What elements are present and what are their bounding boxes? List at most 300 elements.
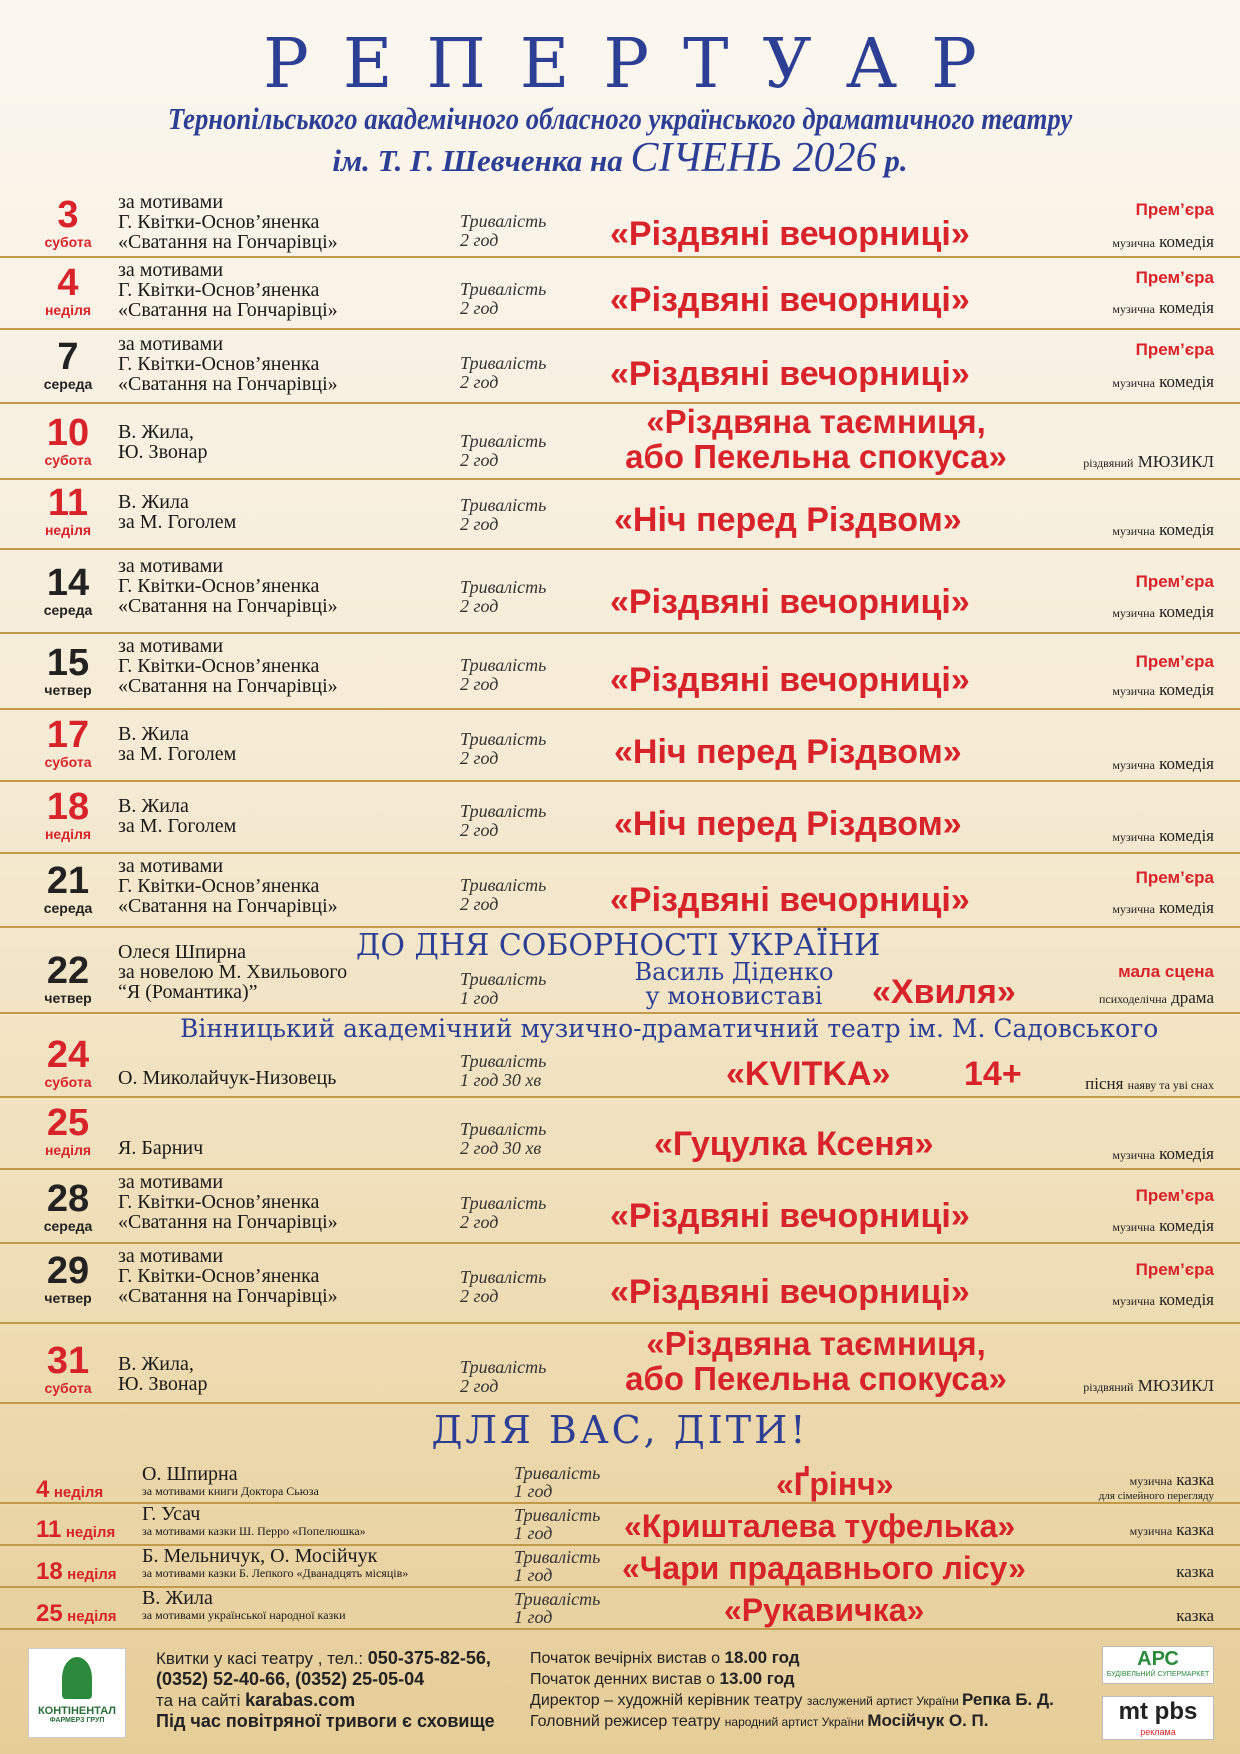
event-duration	[460, 1052, 546, 1090]
duration-value: 2 год	[460, 450, 499, 470]
day-number: 25	[36, 1600, 63, 1627]
kids-duration	[514, 1464, 600, 1500]
duration-value: 2 год	[460, 372, 499, 392]
event-row-17	[0, 710, 1240, 782]
month-line	[0, 136, 1240, 183]
chief-director-name: Мосійчук О. П.	[867, 1711, 989, 1730]
genre-prefix: різдвяний	[1083, 1380, 1134, 1394]
event-author	[118, 942, 347, 1002]
event-row-4	[0, 258, 1240, 330]
event-row-15	[0, 634, 1240, 710]
genre-prefix: музична	[1112, 758, 1155, 772]
event-title: «Різдвяні вечорниці»	[610, 355, 970, 393]
kids-row-18	[0, 1545, 1240, 1588]
duration-value: 1 год	[514, 1565, 553, 1585]
genre-prefix: музична	[1112, 684, 1155, 698]
ticket-text: та на сайті	[156, 1691, 246, 1710]
event-title: «KVITKA»	[726, 1055, 891, 1093]
genre-prefix: психоделічна	[1098, 992, 1167, 1006]
weekday: субота	[44, 754, 92, 770]
event-date	[24, 1036, 112, 1090]
sponsor-continental-logo	[28, 1648, 126, 1738]
author-line: В. Жила,	[118, 421, 194, 443]
phone-mobile: 050-375-82-56,	[367, 1648, 491, 1668]
month-line-a: ім. Т. Г. Шевченка на	[332, 143, 631, 178]
stage-badge: мала сцена	[1118, 962, 1214, 981]
event-row-3	[0, 190, 1240, 258]
shelter-note: Під час повітряної тривоги є сховище	[156, 1711, 495, 1731]
event-date	[24, 716, 112, 770]
author-line: В. Жила	[118, 491, 189, 513]
event-genre	[1083, 1376, 1214, 1396]
event-author	[118, 796, 236, 836]
duration-value: 2 год	[460, 820, 499, 840]
weekday: неділя	[65, 1524, 116, 1541]
duration-value: 1 год	[514, 1481, 553, 1501]
author-line: за мотивами	[118, 259, 224, 281]
event-title: «Ніч перед Різдвом»	[614, 501, 962, 539]
event-title: «Різдвяні вечорниці»	[610, 1197, 970, 1235]
kids-author	[142, 1503, 366, 1540]
duration-label: Тривалість	[460, 431, 547, 451]
event-date	[24, 564, 112, 618]
sponsor-pbs-logo	[1102, 1696, 1214, 1740]
weekday: субота	[44, 452, 92, 468]
event-date	[24, 644, 112, 698]
event-row-22	[0, 928, 1240, 1014]
weekday: неділя	[44, 826, 92, 842]
title-note: народний артист України	[724, 1715, 868, 1729]
author-line: за мотивами	[118, 333, 224, 355]
author-line: за М. Гоголем	[118, 511, 237, 533]
event-row-7	[0, 330, 1240, 404]
info-text: Початок денних вистав о	[530, 1671, 720, 1688]
weekday: неділя	[44, 1142, 92, 1158]
premiere-badge: Прем’єра	[1135, 652, 1214, 671]
info-text: Директор – художній керівник театру	[530, 1692, 807, 1709]
poster-footer	[0, 1640, 1240, 1754]
event-row-24	[0, 1014, 1240, 1098]
kids-row-25	[0, 1587, 1240, 1630]
author-source: за мотивами української народної казки	[142, 1608, 346, 1622]
genre-main: комедія	[1159, 602, 1214, 621]
sponsor-name: КОНТІНЕНТАЛ	[37, 1705, 117, 1717]
event-genre	[1112, 1144, 1214, 1164]
weekday: середа	[43, 900, 93, 916]
event-row-28	[0, 1170, 1240, 1244]
genre-prefix: музична	[1112, 1294, 1155, 1308]
premiere-badge: Прем’єра	[1135, 340, 1214, 359]
event-duration	[460, 432, 546, 470]
kids-date	[36, 1516, 115, 1544]
event-row-21	[0, 854, 1240, 928]
author-line: «Сватання на Гончарівці»	[118, 231, 338, 253]
duration-value: 1 год	[460, 988, 499, 1008]
weekday: субота	[44, 234, 92, 250]
premiere-badge: Прем’єра	[1135, 268, 1214, 287]
genre-main: МЮЗИКЛ	[1137, 452, 1214, 471]
poster-title: РЕПЕРТУАР	[263, 25, 1011, 104]
day-number: 10	[46, 412, 90, 454]
genre-prefix: музична	[1112, 830, 1155, 844]
genre-main: комедія	[1159, 232, 1214, 251]
event-duration	[460, 280, 546, 318]
event-date	[24, 1180, 112, 1234]
duration-value: 2 год	[460, 230, 499, 250]
event-row-11	[0, 480, 1240, 550]
weekday: субота	[44, 1380, 92, 1396]
genre-note: для сімейного перегляду	[1098, 1490, 1214, 1502]
author-line: за новелою М. Хвильового	[118, 961, 348, 983]
event-title: «Різдвяні вечорниці»	[610, 661, 970, 699]
genre-main: комедія	[1159, 680, 1214, 699]
duration-label: Тривалість	[460, 211, 547, 231]
age-rating: 14+	[964, 1055, 1022, 1093]
author-line: за мотивами	[118, 1171, 224, 1193]
author-source: за мотивами казки Б. Лепкого «Дванадцять місяців»	[142, 1566, 409, 1580]
author-line: В. Жила,	[118, 1353, 194, 1375]
event-title: «Різдвяні вечорниці»	[610, 881, 970, 919]
day-number: 14	[46, 562, 90, 604]
info-text: Початок вечірніх вистав о	[530, 1650, 725, 1667]
duration-label: Тривалість	[460, 279, 547, 299]
event-duration	[460, 730, 546, 768]
wheat-icon	[62, 1657, 92, 1699]
author-line: Г. Квітки-Основ’яненка	[118, 655, 320, 677]
event-duration	[460, 970, 546, 1008]
event-author	[118, 1354, 207, 1394]
kids-genre	[1130, 1520, 1214, 1540]
genre-prefix: музична	[1129, 1474, 1173, 1488]
event-author	[118, 1138, 203, 1158]
kids-title: «Ґрінч»	[776, 1466, 894, 1502]
event-title: «Різдвяні вечорниці»	[610, 583, 970, 621]
event-title: «Різдвяні вечорниці»	[610, 215, 970, 253]
premiere-badge: Прем’єра	[1135, 572, 1214, 591]
kids-author	[142, 1463, 319, 1500]
author-line: за мотивами	[118, 191, 224, 213]
kids-duration	[514, 1548, 600, 1584]
theatre-name: Тернопільського академічного обласного українського драматичного театру	[167, 101, 1073, 136]
author-line: Г. Квітки-Основ’яненка	[118, 211, 320, 233]
director-name: Репка Б. Д.	[962, 1690, 1054, 1709]
duration-value: 2 год	[460, 748, 499, 768]
kids-genre	[1099, 1470, 1214, 1502]
performer-format: у моновиставі	[645, 982, 823, 1010]
kids-duration	[514, 1590, 600, 1626]
duration-label: Тривалість	[460, 1051, 547, 1071]
kids-section-heading: ДЛЯ ВАС, ДІТИ!	[431, 1408, 809, 1452]
kids-row-11	[0, 1503, 1240, 1546]
event-author	[118, 334, 338, 394]
ticket-website-link[interactable]: karabas.com	[245, 1690, 356, 1710]
duration-label: Тривалість	[460, 969, 547, 989]
day-number: 4	[36, 1476, 50, 1503]
author-line: Г. Квітки-Основ’яненка	[118, 875, 320, 897]
performer-note	[604, 960, 864, 1008]
special-occasion-heading: ДО ДНЯ СОБОРНОСТІ УКРАЇНИ	[356, 928, 881, 963]
author-line: “Я (Романтика)”	[118, 981, 258, 1003]
day-number: 22	[46, 950, 90, 992]
genre-main: МЮЗИКЛ	[1137, 1376, 1214, 1395]
sponsor-name: mt pbs	[1118, 1698, 1198, 1725]
genre-main: комедія	[1159, 298, 1214, 317]
day-number: 18	[46, 786, 90, 828]
month-line-c: р.	[876, 143, 908, 178]
author-line: «Сватання на Гончарівці»	[118, 373, 338, 395]
event-genre	[1112, 1216, 1214, 1236]
event-duration	[460, 1120, 546, 1158]
kids-date	[36, 1558, 117, 1586]
duration-label: Тривалість	[460, 577, 547, 597]
duration-label: Тривалість	[514, 1589, 601, 1609]
kids-author	[142, 1587, 346, 1624]
genre-main: комедія	[1159, 826, 1214, 845]
event-title: «Хвиля»	[872, 973, 1016, 1011]
genre-prefix: музична	[1129, 1524, 1173, 1538]
event-genre	[1112, 826, 1214, 846]
event-genre	[1112, 754, 1214, 774]
author-source: за мотивами казки Ш. Перро «Попелюшка»	[142, 1524, 366, 1538]
weekday: неділя	[67, 1608, 117, 1625]
event-row-14	[0, 550, 1240, 634]
genre-main: казка	[1176, 1470, 1214, 1489]
duration-label: Тривалість	[460, 495, 547, 515]
duration-label: Тривалість	[460, 1267, 547, 1287]
event-author	[118, 1068, 336, 1088]
genre-prefix: музична	[1112, 302, 1155, 316]
event-duration	[460, 354, 546, 392]
event-duration	[460, 212, 546, 250]
weekday: четвер	[44, 682, 92, 698]
day-time: 13.00 год	[719, 1669, 795, 1688]
duration-value: 2 год	[460, 514, 499, 534]
event-author	[118, 1172, 338, 1232]
event-row-10	[0, 404, 1240, 480]
author-line: «Сватання на Гончарівці»	[118, 595, 338, 617]
genre-main: комедія	[1159, 898, 1214, 917]
day-number: 21	[46, 860, 90, 902]
kids-duration	[514, 1506, 600, 1542]
author-line: Г. Квітки-Основ’яненка	[118, 279, 320, 301]
month-name: СІЧЕНЬ 2026	[630, 135, 877, 181]
kids-date	[36, 1600, 117, 1628]
premiere-badge: Прем’єра	[1135, 1186, 1214, 1205]
day-number: 11	[47, 482, 89, 524]
weekday: середа	[43, 602, 93, 618]
event-author	[118, 724, 236, 764]
day-number: 28	[46, 1178, 90, 1220]
event-date	[24, 788, 112, 842]
performer-name: Василь Діденко	[634, 958, 834, 986]
genre-prefix: музична	[1112, 902, 1155, 916]
duration-value: 2 год	[460, 298, 499, 318]
schedule-info	[530, 1648, 1054, 1732]
day-number: 18	[36, 1558, 63, 1585]
duration-value: 1 год 30 хв	[460, 1070, 542, 1090]
duration-label: Тривалість	[460, 875, 547, 895]
event-genre	[1085, 1074, 1214, 1094]
premiere-badge: Прем’єра	[1135, 868, 1214, 887]
title-line: або Пекельна спокуса»	[625, 438, 1007, 475]
duration-label: Тривалість	[514, 1547, 601, 1567]
event-duration	[460, 578, 546, 616]
author-line: О. Шпирна	[142, 1463, 238, 1485]
author-line: Г. Квітки-Основ’яненка	[118, 1265, 320, 1287]
author-line: Я. Барнич	[118, 1137, 204, 1159]
poster-header	[0, 25, 1240, 183]
author-line: «Сватання на Гончарівці»	[118, 895, 338, 917]
sponsor-sub: БУДІВЕЛЬНИЙ СУПЕРМАРКЕТ	[1106, 1671, 1210, 1678]
event-genre	[1112, 602, 1214, 622]
event-date	[24, 338, 112, 392]
event-title: «Ніч перед Різдвом»	[614, 733, 962, 771]
genre-main: комедія	[1159, 1216, 1214, 1235]
event-duration	[460, 1268, 546, 1306]
duration-label: Тривалість	[460, 1357, 547, 1377]
kids-date	[36, 1476, 103, 1504]
duration-label: Тривалість	[514, 1505, 601, 1525]
event-duration	[460, 496, 546, 534]
author-line: В. Жила	[142, 1587, 213, 1609]
kids-title: «Чари прадавнього лісу»	[622, 1550, 1026, 1586]
event-author	[118, 1246, 338, 1306]
genre-main: комедія	[1159, 520, 1214, 539]
event-date	[24, 484, 112, 538]
kids-author	[142, 1545, 409, 1582]
sponsor-name: АРС	[1137, 1648, 1179, 1670]
event-genre	[1083, 452, 1214, 472]
day-number: 3	[57, 194, 79, 236]
day-number: 29	[46, 1250, 90, 1292]
event-genre	[1112, 372, 1214, 392]
genre-suffix: наяву та уві снах	[1127, 1078, 1214, 1092]
genre-main: драма	[1171, 988, 1214, 1007]
event-genre	[1112, 232, 1214, 252]
event-author	[118, 422, 207, 462]
event-genre	[1112, 680, 1214, 700]
sponsor-sub: ФАРМЕРЗ ГРУП	[49, 1717, 105, 1724]
weekday: неділя	[44, 302, 92, 318]
duration-value: 2 год	[460, 1212, 499, 1232]
author-line: «Сватання на Гончарівці»	[118, 675, 338, 697]
weekday: четвер	[44, 990, 92, 1006]
event-duration	[460, 802, 546, 840]
event-duration	[460, 1358, 546, 1396]
event-duration	[460, 1194, 546, 1232]
author-line: «Сватання на Гончарівці»	[118, 299, 338, 321]
event-date	[24, 1104, 112, 1158]
event-title: «Ніч перед Різдвом»	[614, 805, 962, 843]
weekday: субота	[44, 1074, 92, 1090]
event-genre	[1112, 1290, 1214, 1310]
event-author	[118, 192, 338, 252]
author-line: В. Жила	[118, 795, 189, 817]
day-number: 15	[46, 642, 90, 684]
author-line: Ю. Звонар	[118, 1373, 208, 1395]
premiere-badge: Прем’єра	[1135, 200, 1214, 219]
author-line: В. Жила	[118, 723, 189, 745]
genre-prefix: музична	[1112, 376, 1155, 390]
weekday: четвер	[44, 1290, 92, 1306]
genre-prefix: музична	[1112, 606, 1155, 620]
event-title: «Різдвяні вечорниці»	[610, 281, 970, 319]
event-author	[118, 856, 338, 916]
duration-value: 2 год	[460, 1286, 499, 1306]
genre-main: пісня	[1085, 1074, 1124, 1093]
duration-label: Тривалість	[460, 1193, 547, 1213]
duration-value: 1 год	[514, 1523, 553, 1543]
author-line: за мотивами	[118, 635, 224, 657]
event-genre	[1112, 520, 1214, 540]
author-line: Олеся Шпирна	[118, 941, 247, 963]
kids-title: «Кришталева туфелька»	[624, 1508, 1016, 1544]
premiere-badge: Прем’єра	[1135, 1260, 1214, 1279]
event-author	[118, 492, 236, 532]
duration-value: 2 год	[460, 596, 499, 616]
event-title: «Гуцулка Ксеня»	[654, 1125, 934, 1163]
weekday: середа	[43, 376, 93, 392]
author-source: за мотивами книги Доктора Сьюза	[142, 1484, 319, 1498]
genre-main: комедія	[1159, 372, 1214, 391]
day-number: 4	[57, 262, 79, 304]
author-line: Ю. Звонар	[118, 441, 208, 463]
genre-prefix: музична	[1112, 236, 1155, 250]
event-author	[118, 556, 338, 616]
info-text: Головний режисер театру	[530, 1713, 725, 1730]
event-date	[24, 1252, 112, 1306]
day-number: 25	[46, 1102, 90, 1144]
event-duration	[460, 876, 546, 914]
ticket-info	[156, 1648, 495, 1732]
event-title: «Різдвяні вечорниці»	[610, 1273, 970, 1311]
event-genre	[1112, 298, 1214, 318]
title-line: «Різдвяна таємниця,	[646, 403, 986, 440]
title-line: або Пекельна спокуса»	[625, 1360, 1007, 1397]
weekday: середа	[43, 1218, 93, 1234]
day-number: 24	[46, 1034, 90, 1076]
author-line: О. Миколайчук-Низовець	[118, 1067, 337, 1089]
author-line: за мотивами	[118, 1245, 224, 1267]
duration-value: 2 год 30 хв	[460, 1138, 542, 1158]
duration-label: Тривалість	[460, 1119, 547, 1139]
event-row-31	[0, 1324, 1240, 1404]
guest-theatre-heading: Вінницький академічний музично-драматичний театр ім. М. Садовського	[180, 1014, 1159, 1043]
kids-title: «Рукавичка»	[724, 1592, 925, 1628]
duration-value: 2 год	[460, 674, 499, 694]
day-number: 17	[46, 714, 90, 756]
evening-time: 18.00 год	[724, 1648, 800, 1667]
author-line: «Сватання на Гончарівці»	[118, 1285, 338, 1307]
event-row-25	[0, 1098, 1240, 1170]
event-author	[118, 636, 338, 696]
genre-prefix: різдвяний	[1083, 456, 1134, 470]
kids-genre: казка	[1176, 1606, 1214, 1625]
day-number: 11	[36, 1516, 62, 1543]
author-line: за М. Гоголем	[118, 743, 237, 765]
genre-main: комедія	[1159, 754, 1214, 773]
author-line: Б. Мельничук, О. Мосійчук	[142, 1545, 378, 1567]
kids-genre: казка	[1176, 1562, 1214, 1581]
phone-landline: (0352) 52-40-66, (0352) 25-05-04	[156, 1669, 425, 1689]
genre-main: казка	[1176, 1520, 1214, 1539]
day-number: 31	[46, 1340, 90, 1382]
event-title	[586, 1326, 1046, 1396]
author-line: «Сватання на Гончарівці»	[118, 1211, 338, 1233]
weekday: неділя	[67, 1566, 117, 1583]
duration-value: 2 год	[460, 894, 499, 914]
event-author	[118, 260, 338, 320]
